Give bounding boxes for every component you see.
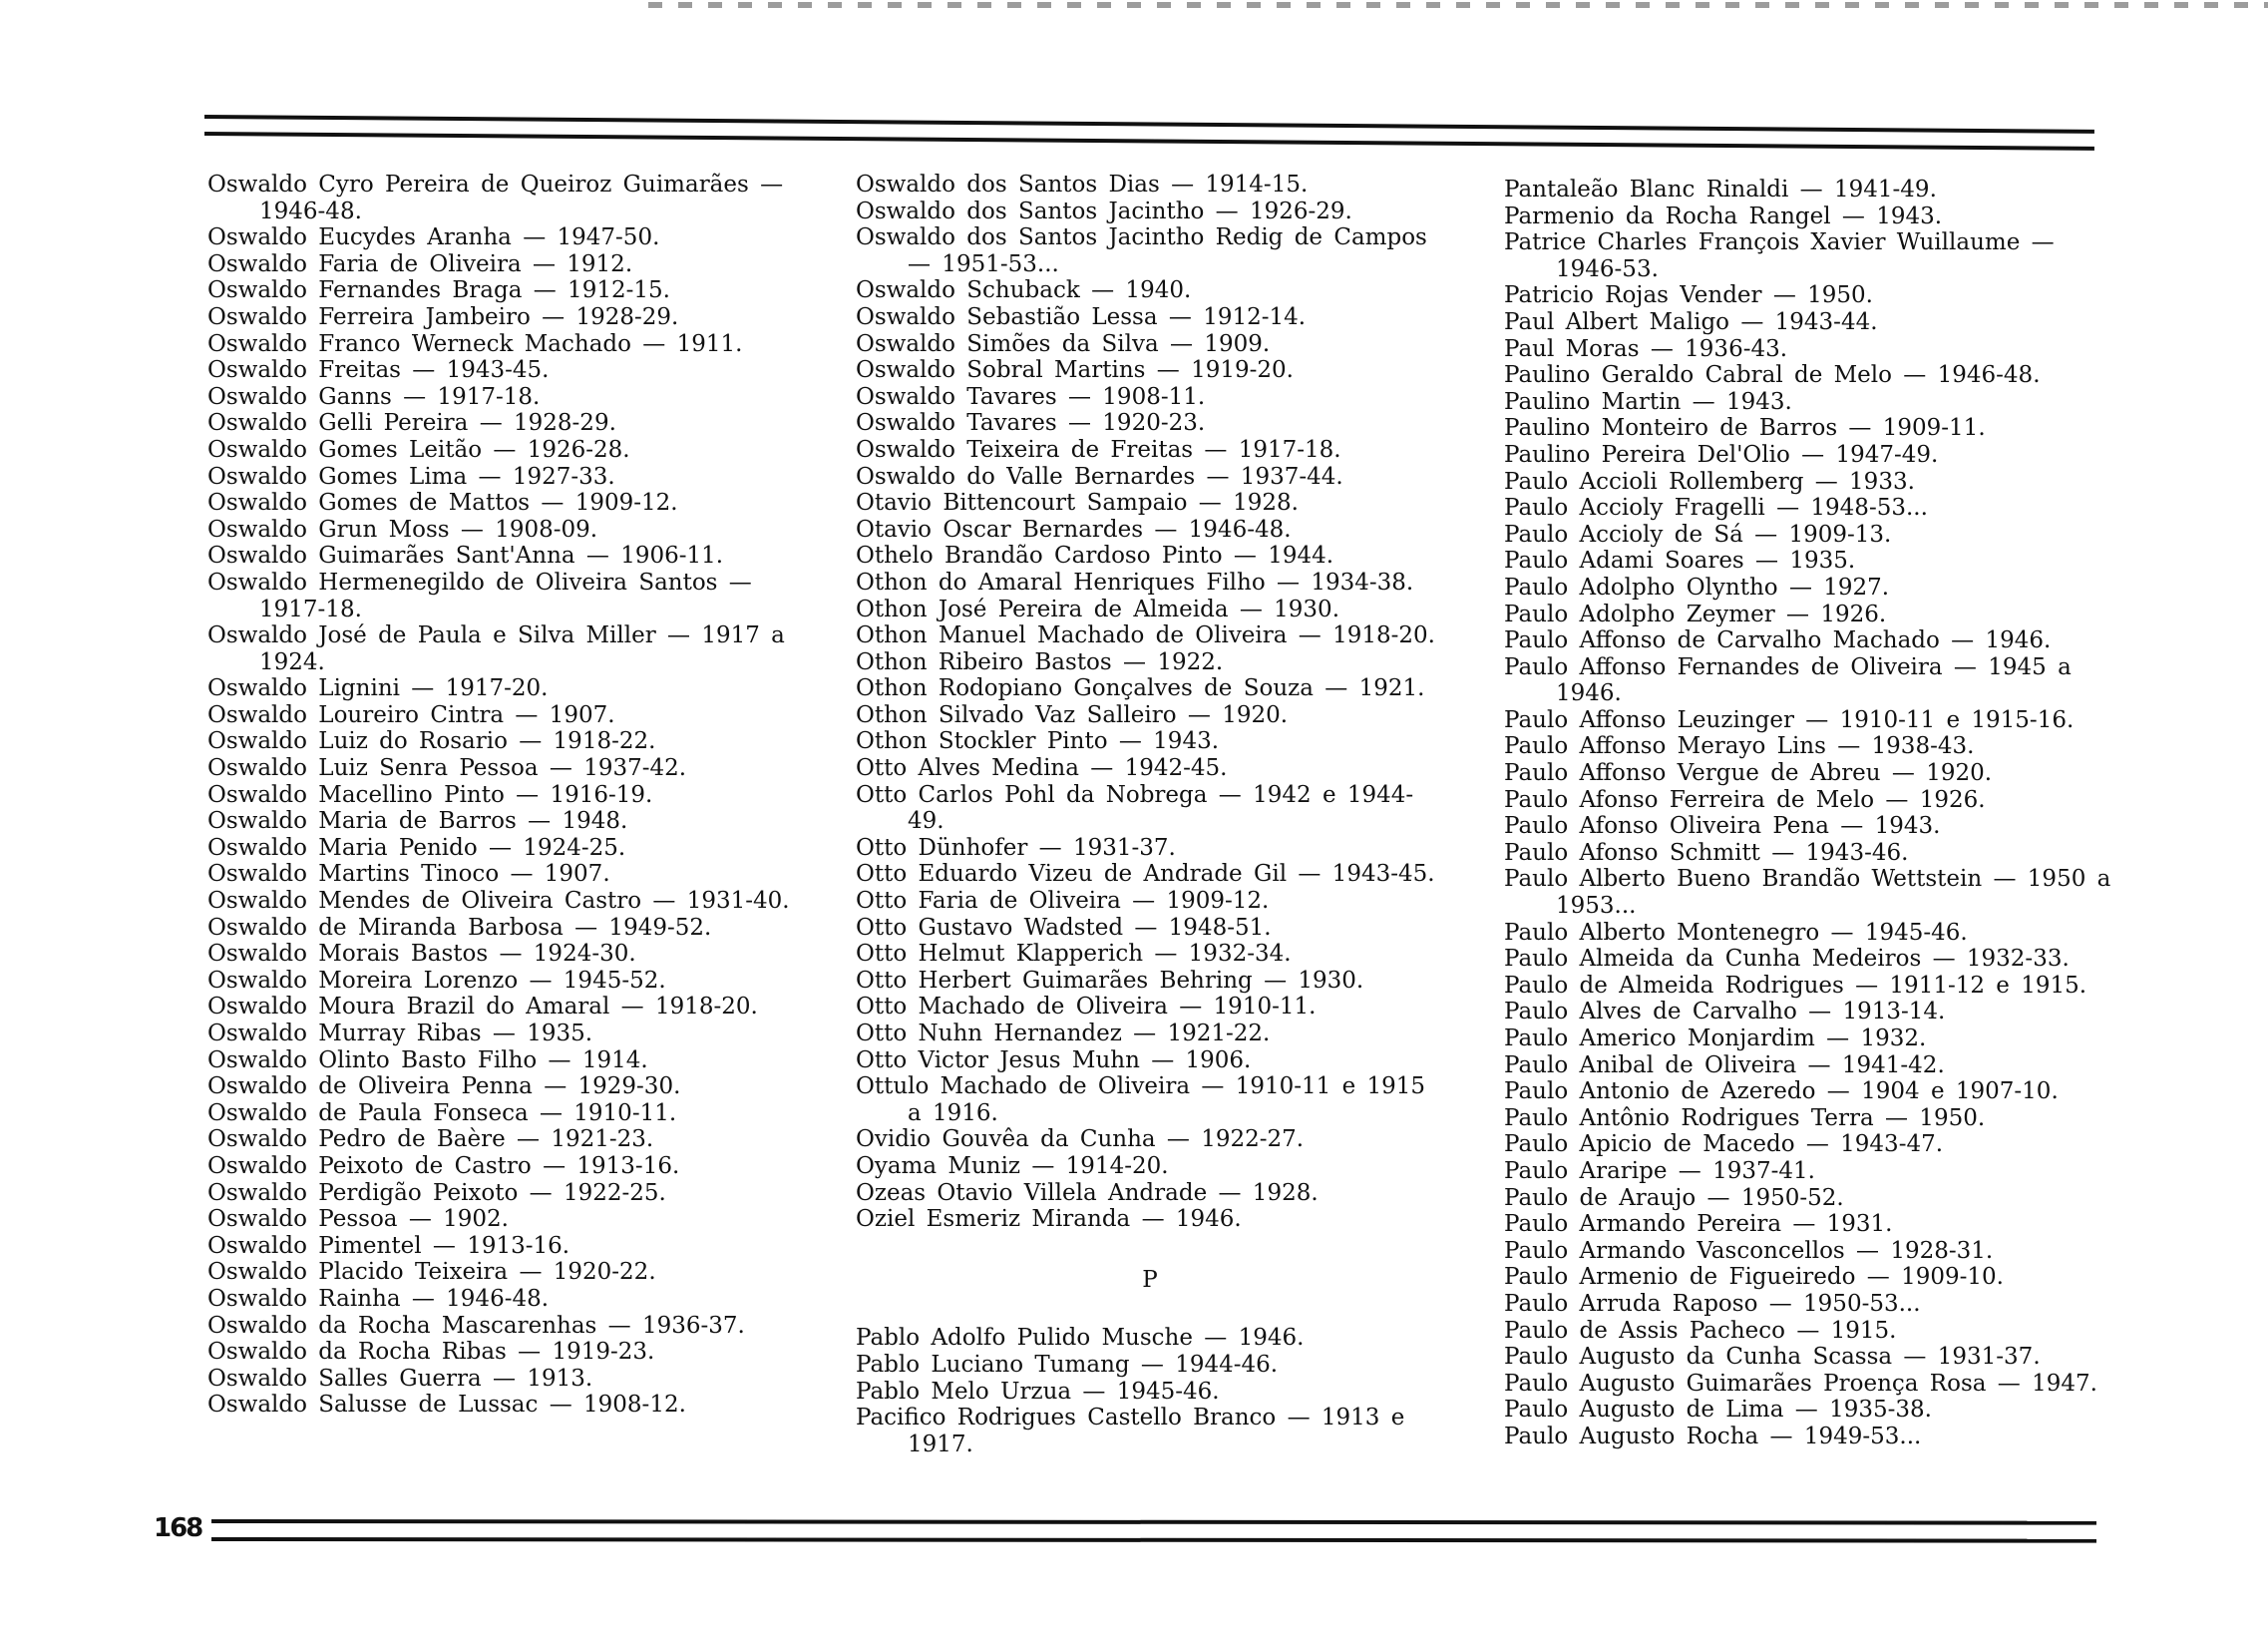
index-entry: Otto Eduardo Vizeu de Andrade Gil — 1943-45. (856, 861, 1435, 888)
column-1 (207, 172, 791, 1419)
index-entry: Oswaldo Simões da Silva — 1909. (856, 330, 1271, 357)
index-entry: Paulo Alberto Bueno Brandão Wettstein — 1950 a 1953... (1504, 866, 2111, 920)
header-rule-top (204, 115, 2094, 134)
index-entry: Paulo Armando Vasconcellos — 1928-31. (1504, 1237, 1994, 1264)
index-entry: Oswaldo do Valle Bernardes — 1937-44. (856, 463, 1343, 490)
index-entry: Oswaldo Luiz Senra Pessoa — 1937-42. (207, 755, 687, 782)
index-entry: Othon José Pereira de Almeida — 1930. (856, 596, 1339, 622)
index-entry: Oswaldo Gomes Lima — 1927-33. (207, 463, 615, 490)
index-entry: Paulo Antonio de Azeredo — 1904 e 1907-10. (1504, 1078, 2059, 1105)
index-entry: Oswaldo Lignini — 1917-20. (207, 675, 549, 702)
index-entry: Paulino Geraldo Cabral de Melo — 1946-48. (1504, 362, 2041, 389)
index-entry: Oswaldo Fernandes Braga — 1912-15. (207, 277, 670, 304)
index-entry: Oyama Muniz — 1914-20. (856, 1152, 1169, 1179)
index-entry: Oswaldo Murray Ribas — 1935. (207, 1021, 593, 1046)
index-entry: Oswaldo Martins Tinoco — 1907. (207, 861, 610, 888)
index-entry: Parmenio da Rocha Rangel — 1943. (1504, 203, 1943, 229)
index-entry: Oswaldo Gomes Leitão — 1926-28. (207, 436, 630, 463)
index-entry: Ozeas Otavio Villela Andrade — 1928. (856, 1179, 1319, 1206)
index-entry: Paulo Augusto da Cunha Scassa — 1931-37. (1504, 1344, 2041, 1371)
index-entry: Paulo Adami Soares — 1935. (1504, 548, 1856, 575)
header-rule-bottom (204, 132, 2094, 151)
index-entry: Ovidio Gouvêa da Cunha — 1922-27. (856, 1126, 1305, 1153)
index-entry: Paulo Augusto Guimarães Proença Rosa — 1947. (1504, 1370, 2097, 1397)
index-entry: Oswaldo da Rocha Ribas — 1919-23. (207, 1339, 655, 1366)
index-entry: Paulo Armando Pereira — 1931. (1504, 1211, 1893, 1238)
index-entry: Paulo Affonso de Carvalho Machado — 1946. (1504, 627, 2052, 654)
column-3 (1504, 177, 2112, 1450)
index-entry: Oswaldo Tavares — 1920-23. (856, 410, 1206, 437)
index-entry: Paulino Martin — 1943. (1504, 388, 1792, 415)
index-entry: Paulino Pereira Del'Olio — 1947-49. (1504, 441, 1939, 468)
index-entry: Paulo Adolpho Olyntho — 1927. (1504, 574, 1890, 601)
index-entry: Oswaldo Peixoto de Castro — 1913-16. (207, 1152, 680, 1179)
index-entry: Patrice Charles François Xavier Wuillaume — 1946-53. (1504, 229, 2055, 282)
index-entry: Paulo Armenio de Figueiredo — 1909-10. (1504, 1264, 2004, 1291)
index-entry: Paulo Antônio Rodrigues Terra — 1950. (1504, 1104, 1986, 1131)
index-entry: Oswaldo Hermenegildo de Oliveira Santos — 1917-18. (207, 569, 752, 622)
index-entry: Paulo Accioli Rollemberg — 1933. (1504, 468, 1915, 495)
index-entry: Oswaldo Cyro Pereira de Queiroz Guimarães — 1946-48. (207, 172, 784, 224)
index-entry: Paul Moras — 1936-43. (1504, 335, 1788, 362)
page-number: 168 (154, 1513, 202, 1543)
index-entry: Oswaldo Schuback — 1940. (856, 277, 1192, 304)
index-entry: Paulo Affonso Vergue de Abreu — 1920. (1504, 760, 1993, 787)
index-entry: Paulo Anibal de Oliveira — 1941-42. (1504, 1051, 1945, 1078)
index-entry: Othon Manuel Machado de Oliveira — 1918-20. (856, 622, 1435, 649)
index-entry: Oswaldo Eucydes Aranha — 1947-50. (207, 224, 660, 251)
index-entry: Oswaldo Sobral Martins — 1919-20. (856, 357, 1294, 384)
index-entry: Paulo Afonso Ferreira de Melo — 1926. (1504, 786, 1986, 813)
index-entry: Oswaldo Loureiro Cintra — 1907. (207, 701, 615, 728)
index-entry: Oswaldo Mendes de Oliveira Castro — 1931-40. (207, 888, 790, 915)
footer-rule-top (211, 1519, 2096, 1525)
index-entry: Oswaldo Salles Guerra — 1913. (207, 1365, 593, 1392)
index-entry: Pablo Luciano Tumang — 1944-46. (856, 1351, 1279, 1378)
index-entry: Paulo Affonso Leuzinger — 1910-11 e 1915-16. (1504, 706, 2075, 733)
index-entry: Oswaldo Pimentel — 1913-16. (207, 1232, 570, 1259)
index-entry: Paulo Almeida da Cunha Medeiros — 1932-33. (1504, 946, 2070, 973)
index-entry: Otto Nuhn Hernandez — 1921-22. (856, 1021, 1271, 1046)
index-entry: Oswaldo Morais Bastos — 1924-30. (207, 941, 636, 968)
index-entry: Otto Herbert Guimarães Behring — 1930. (856, 967, 1364, 994)
index-entry: Oziel Esmeriz Miranda — 1946. (856, 1206, 1242, 1233)
index-entry: Oswaldo Olinto Basto Filho — 1914. (207, 1046, 648, 1073)
index-entry: Paulo Americo Monjardim — 1932. (1504, 1025, 1927, 1051)
index-entry: Otto Dünhofer — 1931-37. (856, 834, 1176, 861)
index-entry: Paulo Afonso Oliveira Pena — 1943. (1504, 813, 1941, 840)
scan-noise (648, 2, 2268, 8)
index-entry: Pantaleão Blanc Rinaldi — 1941-49. (1504, 177, 1937, 203)
index-entry: Othon Rodopiano Gonçalves de Souza — 1921. (856, 675, 1425, 702)
index-entry: Otto Alves Medina — 1942-45. (856, 755, 1228, 782)
index-entry: Otavio Oscar Bernardes — 1946-48. (856, 516, 1292, 543)
index-entry: Oswaldo de Oliveira Penna — 1929-30. (207, 1073, 681, 1100)
index-entry: Oswaldo Moura Brazil do Amaral — 1918-20. (207, 994, 758, 1021)
index-entry: Othelo Brandão Cardoso Pinto — 1944. (856, 543, 1334, 570)
index-entry: Pacifico Rodrigues Castello Branco — 1913 e 1917. (856, 1405, 1405, 1457)
index-entry: Oswaldo da Rocha Mascarenhas — 1936-37. (207, 1312, 745, 1339)
index-entry: Oswaldo Pedro de Baère — 1921-23. (207, 1126, 654, 1153)
index-entry: Oswaldo José de Paula e Silva Miller — 1917 a 1924. (207, 622, 785, 675)
index-entry: Otto Gustavo Wadsted — 1948-51. (856, 914, 1272, 941)
index-entry: Paulo Alves de Carvalho — 1913-14. (1504, 999, 1946, 1025)
index-entry: Paulino Monteiro de Barros — 1909-11. (1504, 415, 1986, 442)
index-entry: Oswaldo Faria de Oliveira — 1912. (207, 250, 633, 277)
index-entry: Paulo Adolpho Zeymer — 1926. (1504, 601, 1887, 627)
index-entry: Paulo Affonso Fernandes de Oliveira — 1945 a 1946. (1504, 653, 2072, 707)
index-entry: Oswaldo Gomes de Mattos — 1909-12. (207, 490, 678, 517)
index-entry: Otto Victor Jesus Muhn — 1906. (856, 1046, 1252, 1073)
index-entry: Oswaldo Gelli Pereira — 1928-29. (207, 410, 616, 437)
index-entry: Paulo Affonso Merayo Lins — 1938-43. (1504, 733, 1975, 760)
index-entry: Oswaldo Guimarães Sant'Anna — 1906-11. (207, 543, 724, 570)
index-entry: Pablo Adolfo Pulido Musche — 1946. (856, 1325, 1305, 1352)
index-entry: Pablo Melo Urzua — 1945-46. (856, 1378, 1220, 1405)
index-entry: Otto Carlos Pohl da Nobrega — 1942 e 1944-49. (856, 781, 1414, 835)
index-entry: Oswaldo Freitas — 1943-45. (207, 357, 550, 384)
section-letter-heading: P (1142, 1266, 1158, 1293)
footer-rule-bottom (211, 1537, 2096, 1543)
index-entry: Othon Ribeiro Bastos — 1922. (856, 648, 1224, 675)
index-entry: Oswaldo Franco Werneck Machado — 1911. (207, 330, 743, 357)
index-entry: Paulo Augusto de Lima — 1935-38. (1504, 1397, 1932, 1424)
index-entry: Paul Albert Maligo — 1943-44. (1504, 308, 1878, 335)
index-entry: Oswaldo Rainha — 1946-48. (207, 1285, 550, 1312)
index-entry: Paulo de Almeida Rodrigues — 1911-12 e 1915. (1504, 972, 2087, 999)
index-entry: Otto Helmut Klapperich — 1932-34. (856, 941, 1292, 968)
index-entry: Paulo Alberto Montenegro — 1945-46. (1504, 919, 1968, 946)
index-entry: Paulo Accioly de Sá — 1909-13. (1504, 521, 1892, 548)
index-entry: Paulo de Araujo — 1950-52. (1504, 1184, 1844, 1211)
index-entry: Oswaldo Sebastião Lessa — 1912-14. (856, 303, 1307, 330)
index-entry: Oswaldo Maria Penido — 1924-25. (207, 834, 626, 861)
index-entry: Oswaldo Macellino Pinto — 1916-19. (207, 781, 653, 808)
index-entry: Otavio Bittencourt Sampaio — 1928. (856, 490, 1299, 517)
index-entry: Paulo de Assis Pacheco — 1915. (1504, 1317, 1897, 1344)
index-entry: Oswaldo Ganns — 1917-18. (207, 383, 541, 410)
index-entry: Oswaldo Pessoa — 1902. (207, 1206, 509, 1233)
index-entry: Otto Machado de Oliveira — 1910-11. (856, 994, 1317, 1021)
index-entry: Oswaldo dos Santos Dias — 1914-15. (856, 172, 1309, 198)
index-entry: Oswaldo Luiz do Rosario — 1918-22. (207, 728, 656, 755)
index-entry: Paulo Afonso Schmitt — 1943-46. (1504, 839, 1909, 866)
index-entry: Oswaldo de Miranda Barbosa — 1949-52. (207, 914, 712, 941)
index-entry: Paulo Araripe — 1937-41. (1504, 1157, 1815, 1184)
index-entry: Oswaldo de Paula Fonseca — 1910-11. (207, 1099, 677, 1126)
index-entry: Oswaldo Perdigão Peixoto — 1922-25. (207, 1179, 666, 1206)
index-entry: Oswaldo dos Santos Jacintho — 1926-29. (856, 198, 1352, 224)
index-entry: Paulo Augusto Rocha — 1949-53... (1504, 1423, 1922, 1449)
index-entry: Oswaldo dos Santos Jacintho Redig de Campos — 1951-53... (856, 224, 1427, 277)
index-entry: Oswaldo Teixeira de Freitas — 1917-18. (856, 436, 1341, 463)
index-entry: Patricio Rojas Vender — 1950. (1504, 282, 1873, 309)
index-entry: Oswaldo Moreira Lorenzo — 1945-52. (207, 967, 666, 994)
index-entry: Othon Stockler Pinto — 1943. (856, 728, 1220, 755)
index-entry: Paulo Accioly Fragelli — 1948-53... (1504, 495, 1928, 522)
index-entry: Paulo Apicio de Macedo — 1943-47. (1504, 1131, 1944, 1158)
column-2 (856, 172, 1444, 1457)
index-entry: Oswaldo Grun Moss — 1908-09. (207, 516, 598, 543)
index-entry: Oswaldo Tavares — 1908-11. (856, 383, 1206, 410)
index-entry: Oswaldo Salusse de Lussac — 1908-12. (207, 1392, 686, 1419)
index-entry: Paulo Arruda Raposo — 1950-53... (1504, 1290, 1921, 1317)
index-entry: Oswaldo Maria de Barros — 1948. (207, 808, 628, 835)
index-entry: Othon Silvado Vaz Salleiro — 1920. (856, 701, 1289, 728)
index-entry: Oswaldo Ferreira Jambeiro — 1928-29. (207, 303, 679, 330)
index-entry: Oswaldo Placido Teixeira — 1920-22. (207, 1259, 656, 1286)
index-entry: Othon do Amaral Henriques Filho — 1934-38. (856, 569, 1414, 596)
index-entry: Ottulo Machado de Oliveira — 1910-11 e 1915 a 1916. (856, 1073, 1426, 1126)
index-entry: Otto Faria de Oliveira — 1909-12. (856, 888, 1270, 915)
